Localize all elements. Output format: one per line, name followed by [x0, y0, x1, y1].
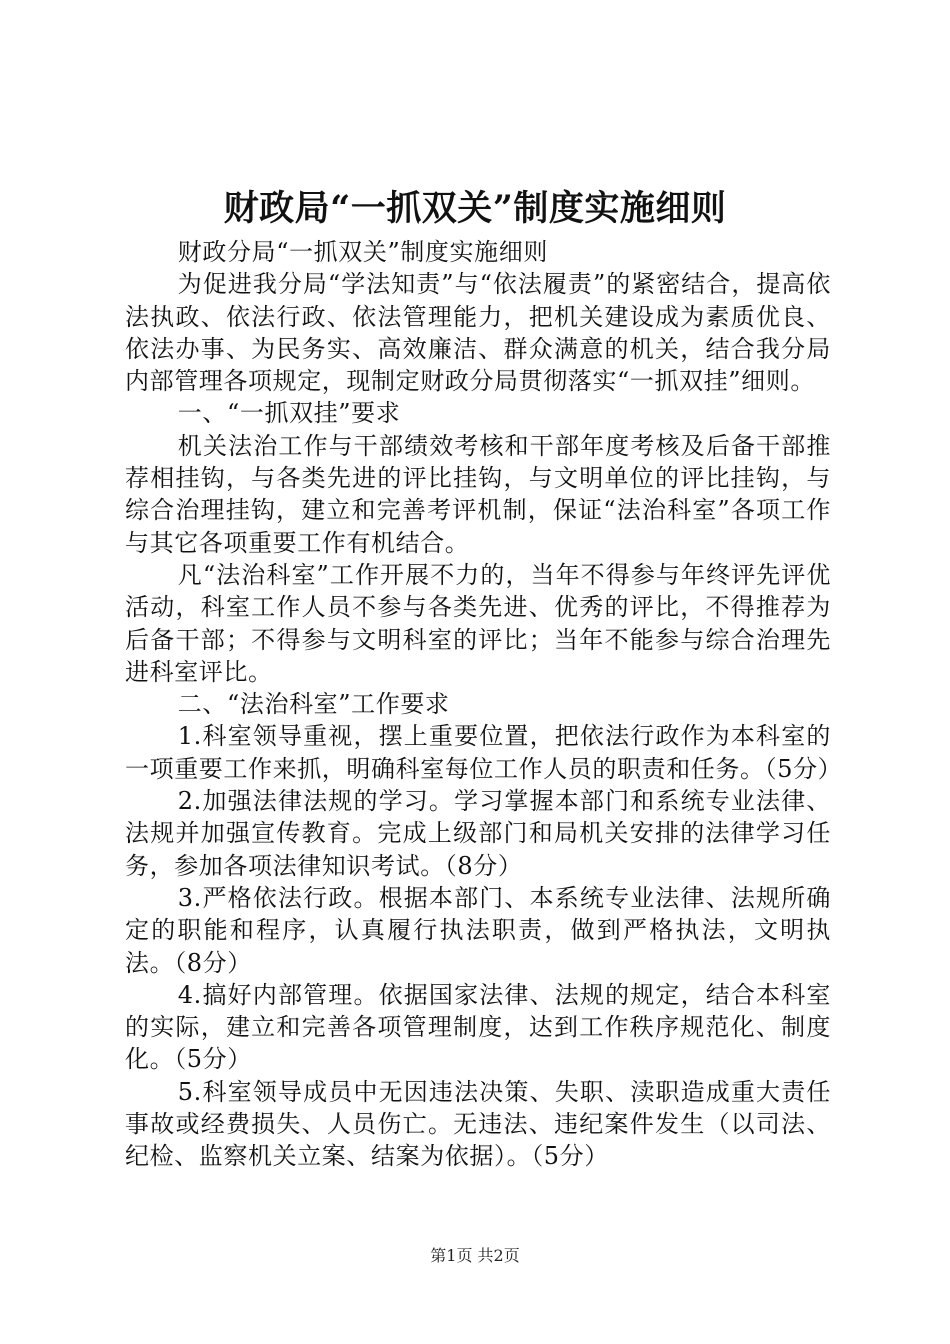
document-title: 财政局“一抓双关”制度实施细则: [223, 188, 727, 229]
list-item: 3.严格依法行政。根据本部门、本系统专业法律、法规所确定的职能和程序，认真履行执法职责，做到严格执法，文明执法。（8分）: [125, 883, 831, 977]
paragraph-intro: 为促进我分局“学法知责”与“依法履责”的紧密结合，提高依法执政、依法行政、依法管理能力，把机关建设成为素质优良、依法办事、为民务实、高效廉洁、群众满意的机关，结合我分局内部管理各项规定，现制定财政分局贯彻落实“一抓双挂”细则。: [125, 270, 831, 396]
section-heading-1: 一、“一抓双挂”要求: [177, 399, 401, 428]
list-item: 1.科室领导重视，摆上重要位置，把依法行政作为本科室的一项重要工作来抓，明确科室每位工作人员的职责和任务。（5分）: [125, 722, 843, 783]
document-body: [125, 236, 843, 1173]
paragraph: 凡“法治科室”工作开展不力的，当年不得参与年终评先评优活动，科室工作人员不参与各类先进、优秀的评比，不得推荐为后备干部；不得参与文明科室的评比；当年不能参与综合治理先进科室评比。: [125, 560, 831, 686]
paragraph: 机关法治工作与干部绩效考核和干部年度考核及后备干部推荐相挂钩，与各类先进的评比挂钩，与文明单位的评比挂钩，与综合治理挂钩，建立和完善考评机制，保证“法治科室”各项工作与其它各项重要工作有机结合。: [125, 431, 831, 557]
page-number-footer: 第1页 共2页: [430, 1246, 520, 1265]
paragraph-subtitle: 财政分局“一抓双关”制度实施细则: [177, 238, 548, 266]
list-item: 2.加强法律法规的学习。学习掌握本部门和系统专业法律、法规并加强宣传教育。完成上级部门和局机关安排的法律学习任务，参加各项法律知识考试。（8分）: [125, 787, 831, 880]
list-item: 5.科室领导成员中无因违法决策、失职、渎职造成重大责任事故或经费损失、人员伤亡。无违法、违纪案件发生（以司法、纪检、监察机关立案、结案为依据）。（5分）: [125, 1077, 831, 1171]
section-heading-2: 二、“法治科室”工作要求: [177, 690, 450, 719]
list-item: 4.搞好内部管理。依据国家法律、法规的规定，结合本科室的实际，建立和完善各项管理制度，达到工作秩序规范化、制度化。（5分）: [125, 980, 831, 1074]
